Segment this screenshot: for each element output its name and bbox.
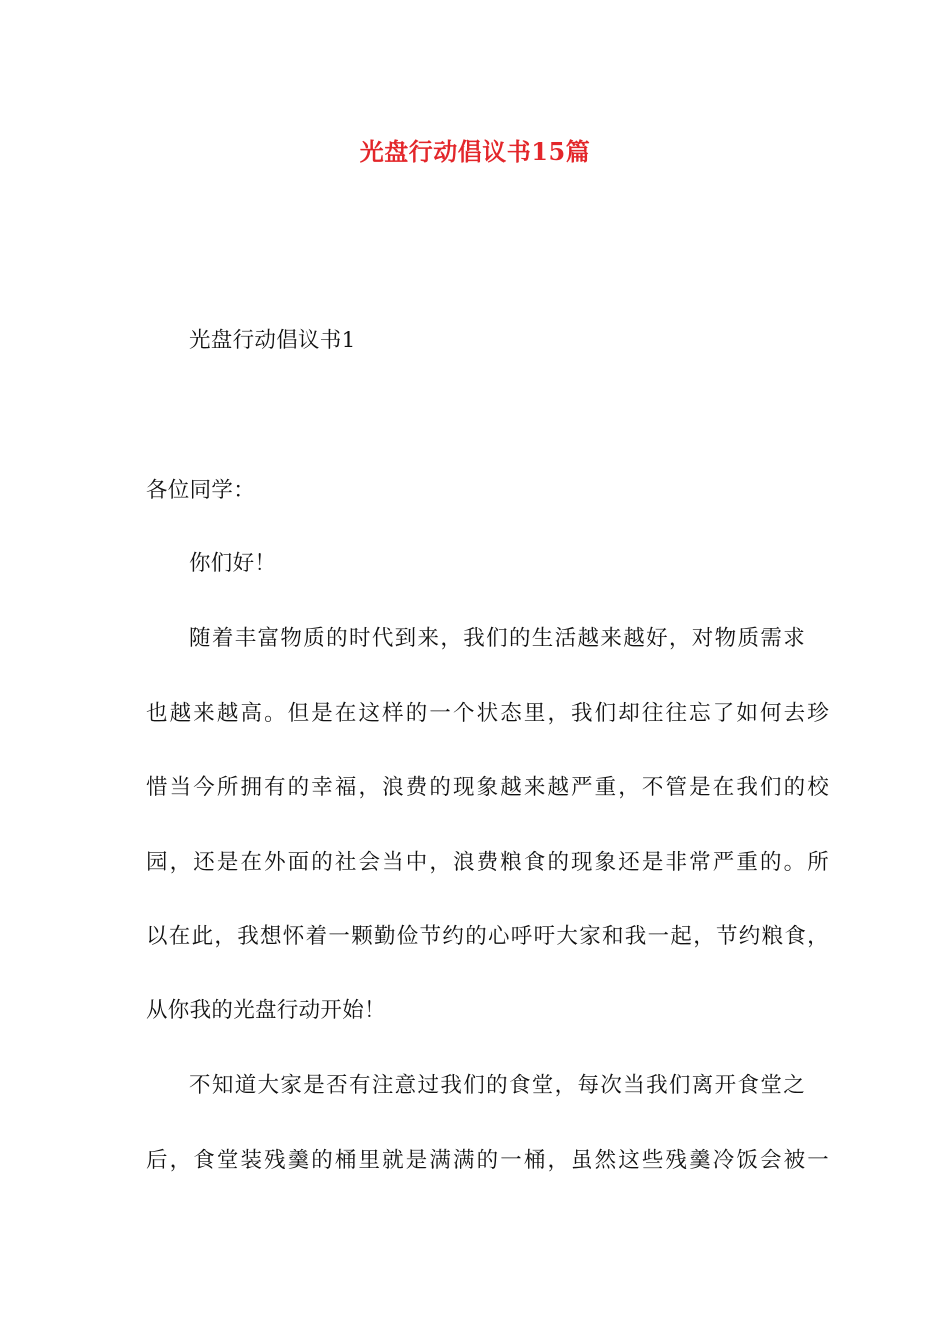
section-heading: 光盘行动倡议书1 <box>189 328 356 353</box>
paragraph-line: 以在此，我想怀着一颗勤俭节约的心呼吁大家和我一起，节约粮食， <box>146 924 829 949</box>
paragraph-line: 后，食堂装残羹的桶里就是满满的一桶，虽然这些残羹冷饭会被一 <box>146 1148 829 1173</box>
greeting: 你们好！ <box>189 551 277 576</box>
paragraph-line: 也越来越高。但是在这样的一个状态里，我们却往往忘了如何去珍 <box>146 701 829 726</box>
paragraph-line: 随着丰富物质的时代到来，我们的生活越来越好，对物质需求 <box>189 626 805 651</box>
document-title: 光盘行动倡议书15篇 <box>359 137 591 166</box>
salutation: 各位同学： <box>146 478 256 503</box>
paragraph-line: 园，还是在外面的社会当中，浪费粮食的现象还是非常严重的。所 <box>146 850 829 875</box>
paragraph-line: 从你我的光盘行动开始！ <box>146 998 386 1023</box>
paragraph-line: 惜当今所拥有的幸福，浪费的现象越来越严重，不管是在我们的校 <box>146 775 829 800</box>
paragraph-line: 不知道大家是否有注意过我们的食堂，每次当我们离开食堂之 <box>189 1073 805 1098</box>
